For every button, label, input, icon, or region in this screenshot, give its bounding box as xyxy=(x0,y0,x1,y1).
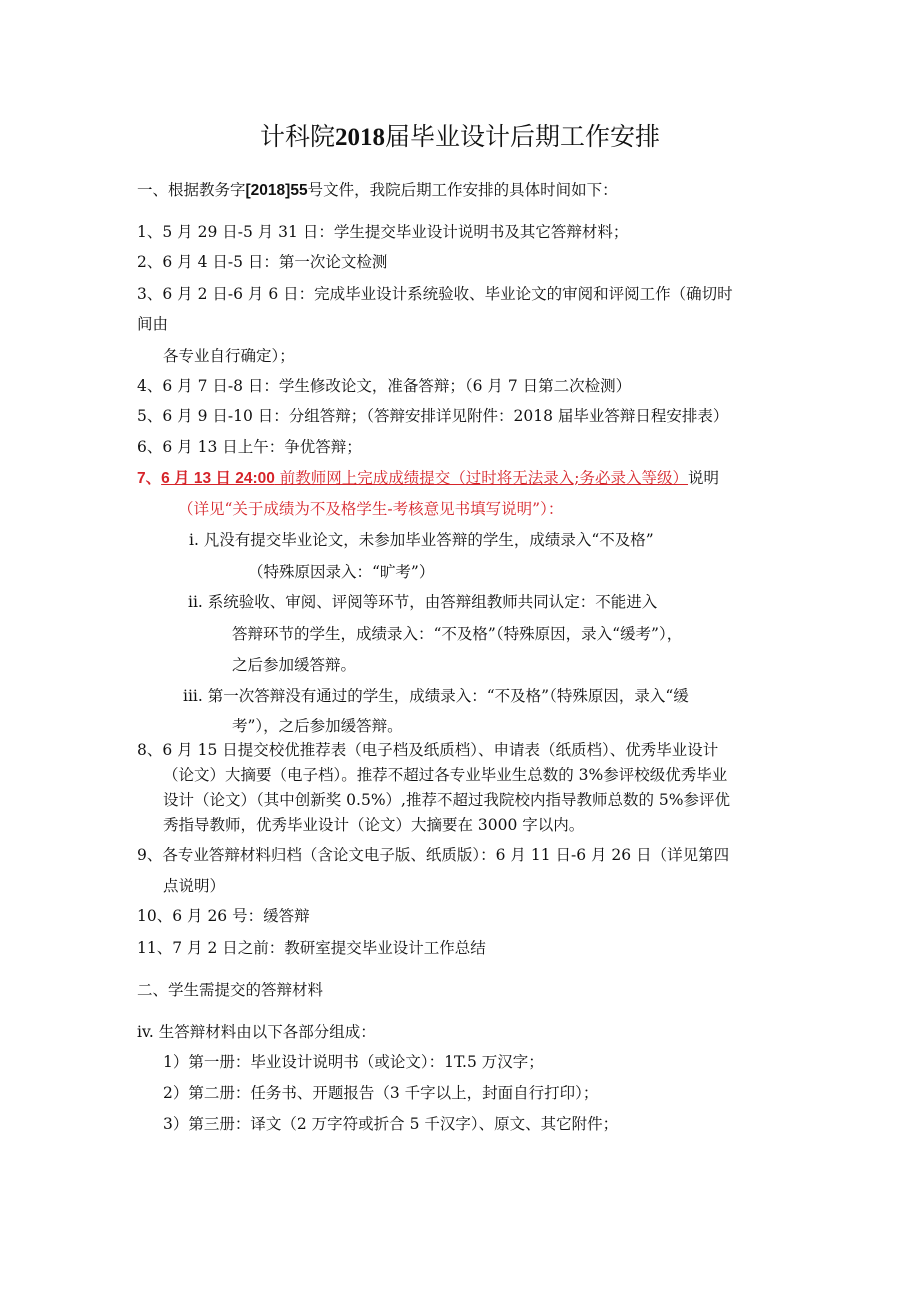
item-7-number: 7、 xyxy=(137,470,162,487)
sub-item-iii-line2: 考”），之后参加缓答辩。 xyxy=(232,717,403,735)
section1-heading: 一、根据教务字[2018]55号文件，我院后期工作安排的具体时间如下： xyxy=(137,181,618,199)
schedule-item-7: 7、6 月 13 日 24:00 前教师网上完成成绩提交（过时将无法录入;务必录入等级）说明 xyxy=(137,469,720,487)
sub-item-ii-line3: 之后参加缓答辩。 xyxy=(232,656,357,674)
sub-item-i-line2: （特殊原因录入：“旷考”） xyxy=(248,563,435,581)
sub-item-ii-line1: ii. 系统验收、审阅、评阅等环节，由答辩组教师共同认定：不能进入 xyxy=(188,593,658,611)
material-item-3: 3）第三册：译文（2 万字符或折合 5 千汉字）、原文、其它附件； xyxy=(163,1115,619,1133)
item-7-notice: 前教师网上完成成绩提交（过时将无法录入;务必录入等级） xyxy=(274,469,689,487)
schedule-item-11: 11、7 月 2 日之前：教研室提交毕业设计工作总结 xyxy=(137,939,486,957)
material-item-2: 2）第二册：任务书、开题报告（3 千字以上，封面自行打印）； xyxy=(163,1084,599,1102)
item-7-deadline: 6 月 13 日 24:00 xyxy=(161,470,275,487)
page-title: 计科院2018届毕业设计后期工作安排 xyxy=(259,122,661,151)
schedule-item-9-line1: 9、各专业答辩材料归档（含论文电子版、纸质版）：6 月 11 日-6 月 26 日（详见第四 xyxy=(137,846,730,864)
schedule-item-3-line1: 3、6 月 2 日-6 月 6 日：完成毕业设计系统验收、毕业论文的审阅和评阅工作（确切时 xyxy=(137,285,733,303)
schedule-item-5: 5、6 月 9 日-10 日：分组答辩；（答辩安排详见附件：2018 届毕业答辩日程安排表） xyxy=(137,407,729,425)
schedule-item-4: 4、6 月 7 日-8 日：学生修改论文，准备答辩；（6 月 7 日第二次检测） xyxy=(137,377,632,395)
material-item-1: 1）第一册：毕业设计说明书（或论文）：1T.5 万汉字； xyxy=(163,1053,544,1071)
schedule-item-10: 10、6 月 26 号：缓答辩 xyxy=(137,907,310,925)
sub-item-iii-line1: iii. 第一次答辩没有通过的学生，成绩录入：“不及格”（特殊原因，录入“缓 xyxy=(183,687,689,705)
item-7-note: （详见“关于成绩为不及格学生-考核意见书填写说明”）： xyxy=(178,500,564,518)
schedule-item-2: 2、6 月 4 日-5 日：第一次论文检测 xyxy=(137,253,388,271)
schedule-item-3-line3: 各专业自行确定）； xyxy=(163,347,295,365)
section2-intro: iv. 生答辩材料由以下各部分组成： xyxy=(137,1023,376,1041)
sub-item-ii-line2: 答辩环节的学生，成绩录入：“不及格”（特殊原因，录入“缓考”）， xyxy=(232,625,683,643)
sub-item-i-line1: i. 凡没有提交毕业论文，未参加毕业答辩的学生，成绩录入“不及格” xyxy=(189,531,654,549)
schedule-item-8-line3: 设计（论文）（其中创新奖 0.5%）,推荐不超过我院校内指导教师总数的 5%参评优 xyxy=(163,791,731,809)
schedule-item-1: 1、5 月 29 日-5 月 31 日：学生提交毕业设计说明书及其它答辩材料； xyxy=(137,223,629,241)
schedule-item-3-line2: 间由 xyxy=(137,315,169,333)
schedule-item-6: 6、6 月 13 日上午：争优答辩； xyxy=(137,438,362,456)
schedule-item-9-line2: 点说明） xyxy=(163,877,226,895)
schedule-item-8-line4: 秀指导教师，优秀毕业设计（论文）大摘要在 3000 字以内。 xyxy=(163,816,585,834)
section2-heading: 二、学生需提交的答辩材料 xyxy=(137,981,324,999)
schedule-item-8-line1: 8、6 月 15 日提交校优推荐表（电子档及纸质档）、申请表（纸质档）、优秀毕业设计 xyxy=(137,741,719,759)
schedule-item-8-line2: （论文）大摘要（电子档）。推荐不超过各专业毕业生总数的 3%参评校级优秀毕业 xyxy=(163,766,728,784)
